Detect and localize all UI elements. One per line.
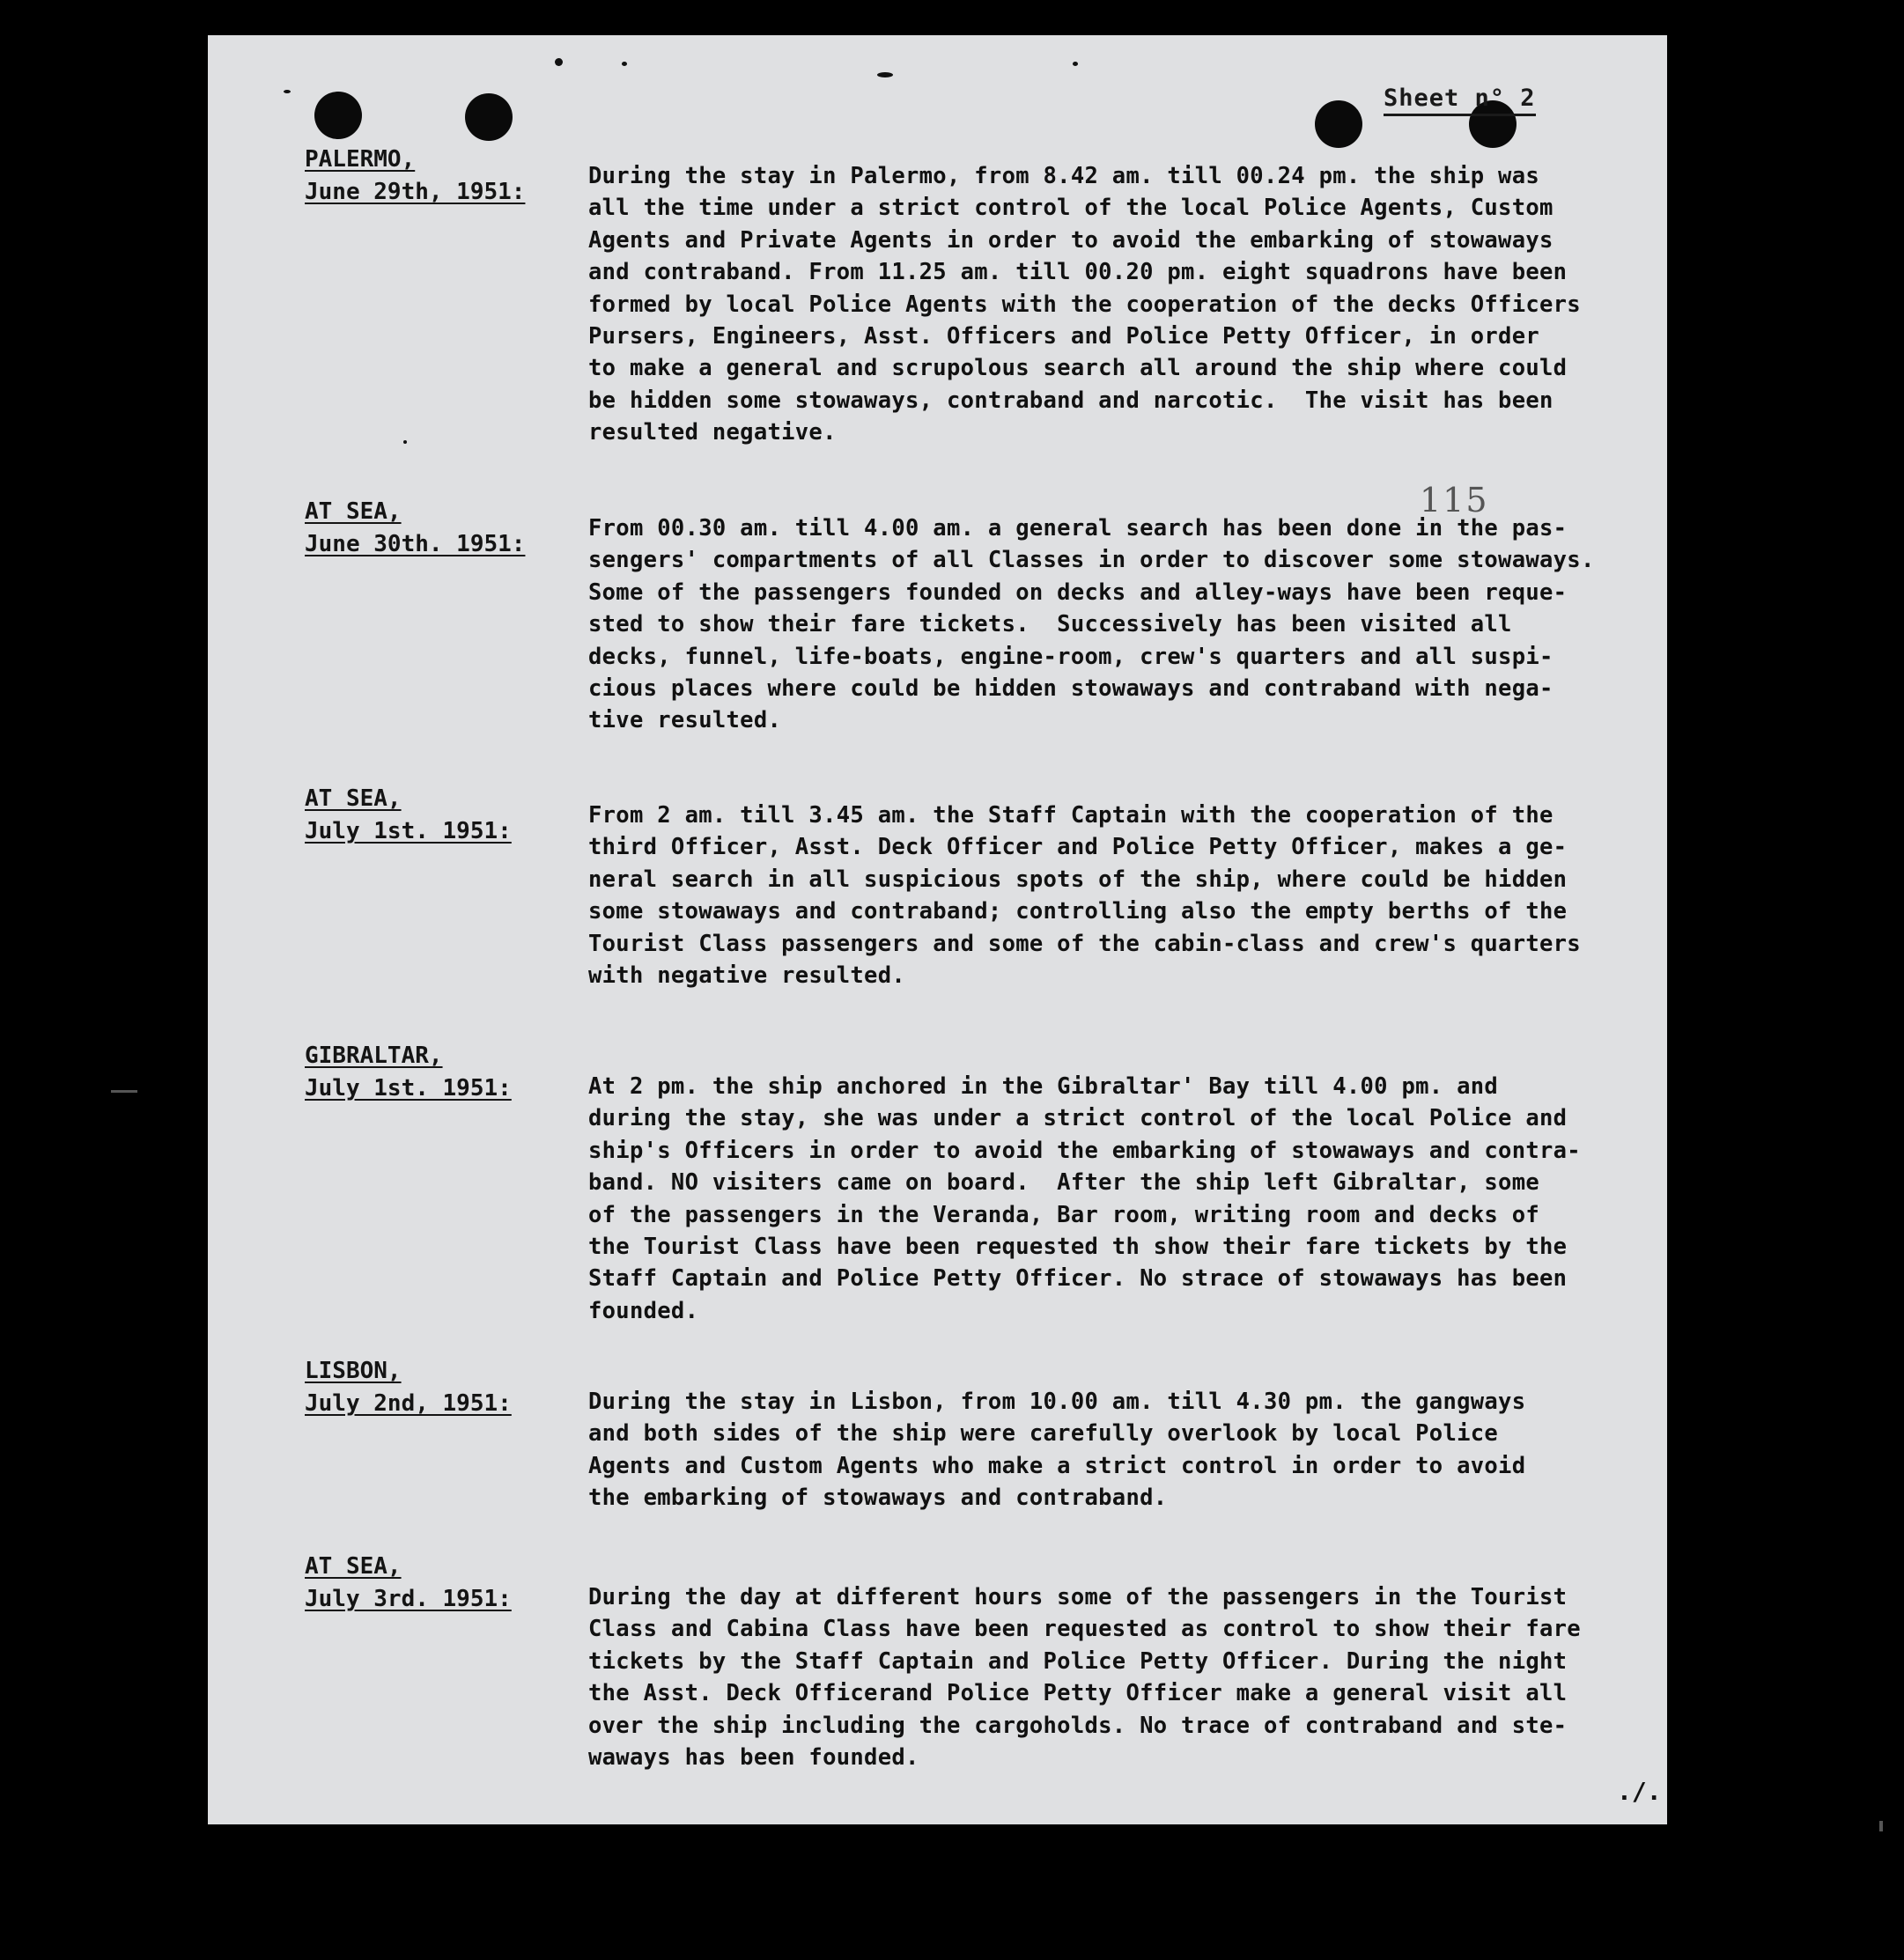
page-stamp-number: 115 bbox=[1420, 481, 1489, 519]
entry-text: At 2 pm. the ship anchored in the Gibraltar' Bay till 4.00 pm. and during the stay, she was under a strict control of the local Police and ship's Officers in order to avoid the embarking of stowaways and contra- band. NO visiters came on board. After the ship left Gibraltar, some of the passengers in the Veranda, Bar room, writing room and decks of the Tourist Class have been requested th show their fare tickets by the Staff Captain and Police Petty Officer. No strace of stowaways has been founded. bbox=[588, 1073, 1581, 1324]
punch-hole bbox=[1315, 100, 1362, 148]
entry-text: From 00.30 am. till 4.00 am. a general search has been done in the pas- sengers' compartments of all Classes in order to discover some stowaways. Some of the passengers founded on decks and alley-ways have been reque- sted to show their fare tickets. Successively has been visited all decks, funnel, life-boats, engine-room, crew's quarters and all suspi- cious places where could be hidden stowaways and contraband with nega- tive resulted. bbox=[588, 515, 1595, 734]
ink-speck bbox=[403, 440, 407, 444]
entry-date: June 29th, 1951: bbox=[305, 179, 526, 205]
ink-speck bbox=[284, 90, 291, 93]
ink-speck bbox=[1073, 62, 1078, 66]
entry-place: PALERMO, bbox=[305, 146, 416, 173]
entry-text: During the stay in Lisbon, from 10.00 am. till 4.30 pm. the gangways and both sides of the ship were carefully overlook by local Police Agents and Custom Agents who make a strict control in order to avoid the embarking of stowaways and contraband. bbox=[588, 1389, 1526, 1512]
entry-date: June 30th. 1951: bbox=[305, 531, 526, 557]
entry-place: AT SEA, bbox=[305, 498, 402, 525]
entry-date: July 2nd, 1951: bbox=[305, 1390, 512, 1417]
sheet-number: Sheet n° 2 bbox=[1384, 85, 1536, 116]
ink-speck bbox=[622, 62, 627, 66]
entry-place: LISBON, bbox=[305, 1358, 402, 1384]
entry-text: During the stay in Palermo, from 8.42 am. till 00.24 pm. the ship was all the time under a strict control of the local Police Agents, Custom Agents and Private Agents in order to avoid the embarking of stowaways and contraband. From 11.25 am. till 00.20 pm. eight squadrons have been formed by local Police Agents with the cooperation of the decks Officers Pursers, Engineers, Asst. Officers and Police Petty Officer, in order to make a general and scrupolous search all around the ship where could be hidden some stowaways, contraband and narcotic. The visit has been resulted negative. bbox=[588, 163, 1581, 446]
continuation-mark: ./. bbox=[1617, 1777, 1662, 1806]
entry-place: GIBRALTAR, bbox=[305, 1043, 443, 1069]
entry-date: July 1st. 1951: bbox=[305, 818, 512, 844]
ink-speck bbox=[555, 58, 563, 66]
document-page bbox=[208, 35, 1667, 1824]
entry-place: AT SEA, bbox=[305, 785, 402, 812]
punch-hole bbox=[465, 93, 513, 141]
entry-place: AT SEA, bbox=[305, 1553, 402, 1580]
ink-speck bbox=[877, 72, 893, 77]
entry-text: During the day at different hours some of the passengers in the Tourist Class and Cabina Class have been requested as control to show their fare tickets by the Staff Captain and Police Petty Officer. During the night the Asst. Deck Officerand Police Petty Officer make a general visit all over the ship including the cargoholds. No trace of contraband and ste- waways has been founded. bbox=[588, 1584, 1581, 1772]
entry-date: July 1st. 1951: bbox=[305, 1075, 512, 1102]
punch-hole bbox=[314, 92, 362, 139]
film-edge-mark bbox=[1879, 1821, 1883, 1831]
entry-text: From 2 am. till 3.45 am. the Staff Captain with the cooperation of the third Officer, Asst. Deck Officer and Police Petty Officer, makes a ge- neral search in all suspicious spots of the ship, where could be hidden some stowaways and contraband; controlling also the empty berths of the Tourist Class passengers and some of the cabin-class and crew's quarters with negative resulted. bbox=[588, 802, 1581, 990]
entry-date: July 3rd. 1951: bbox=[305, 1586, 512, 1612]
film-edge-mark bbox=[111, 1090, 137, 1093]
